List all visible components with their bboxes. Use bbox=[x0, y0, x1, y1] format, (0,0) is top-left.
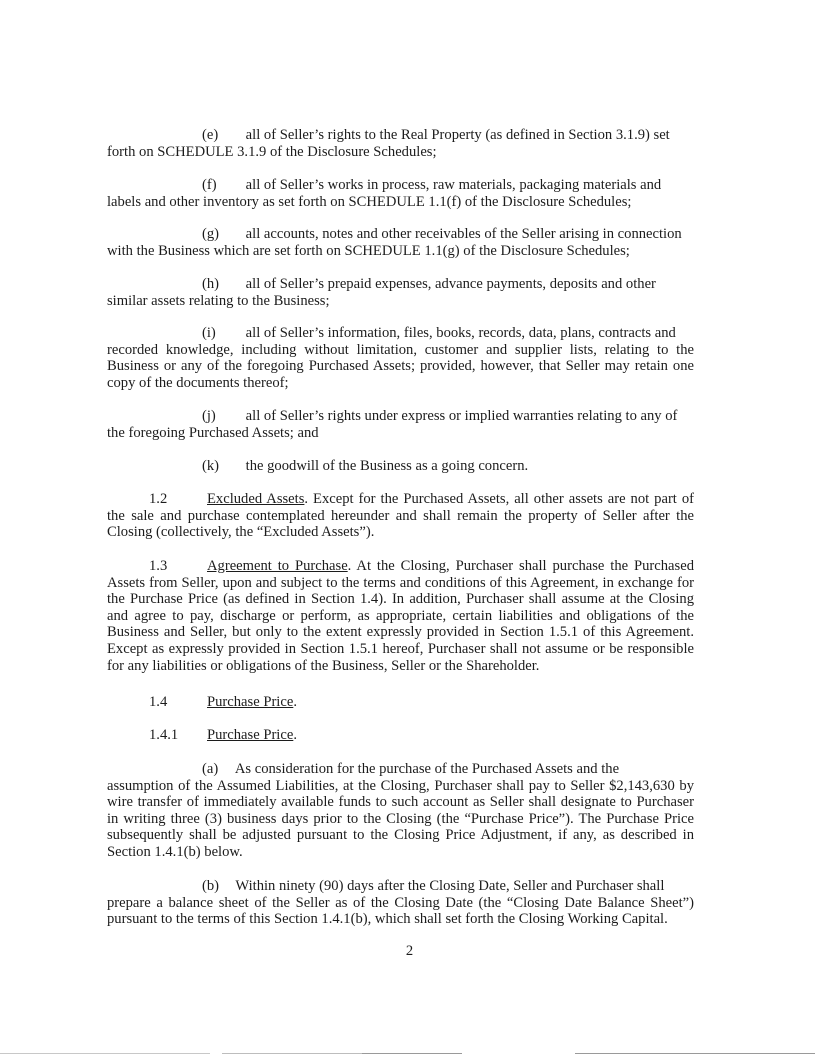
scan-artifact-line bbox=[575, 1053, 815, 1054]
paragraph-b bbox=[107, 878, 694, 928]
item-label: (j) bbox=[202, 408, 216, 424]
item-label: (f) bbox=[202, 177, 217, 193]
section-number: 1.3 bbox=[149, 558, 168, 574]
item-text-first: the goodwill of the Business as a going concern. bbox=[245, 458, 529, 474]
scan-artifact-line bbox=[0, 1053, 210, 1054]
item-text-first: all of Seller’s rights under express or implied warranties relating to any of bbox=[245, 408, 678, 424]
section-1-3 bbox=[107, 558, 694, 674]
section-heading: Purchase Price bbox=[207, 694, 294, 710]
list-item-f bbox=[107, 177, 694, 210]
section-number: 1.4.1 bbox=[149, 727, 179, 743]
list-item-g bbox=[107, 226, 694, 259]
section-heading: Excluded Assets bbox=[207, 491, 305, 507]
item-label: (e) bbox=[202, 127, 219, 143]
item-text-rest: forth on SCHEDULE 3.1.9 of the Disclosure Schedules; bbox=[107, 143, 437, 160]
section-number: 1.2 bbox=[149, 491, 168, 507]
item-text-first: all of Seller’s works in process, raw materials, packaging materials and bbox=[245, 177, 662, 193]
item-label: (k) bbox=[202, 458, 220, 474]
paragraph-a bbox=[107, 761, 694, 861]
item-text-rest: labels and other inventory as set forth on SCHEDULE 1.1(f) of the Disclosure Schedules; bbox=[107, 193, 632, 210]
section-heading: Agreement to Purchase bbox=[207, 558, 348, 574]
section-1-4 bbox=[107, 694, 694, 711]
scan-artifact-line bbox=[362, 1053, 462, 1054]
item-text-rest: prepare a balance sheet of the Seller as of the Closing Date (the “Closing Date Balance Sheet”) pursuant to the terms of this Section 1.4.1(b), which shall set forth the Closing Working Capital. bbox=[107, 894, 694, 928]
item-text-rest: assumption of the Assumed Liabilities, at the Closing, Purchaser shall pay to Seller $2,143,630 by wire transfer of immediately available funds to such account as Seller shall designate to Purchaser in writing three (3) business days prior to the Closing (the “Purchase Price”). The Purchase Price subsequently shall be adjusted pursuant to the Closing Price Adjustment, if any, as described in Section 1.4.1(b) below. bbox=[107, 777, 694, 860]
item-text-rest: the foregoing Purchased Assets; and bbox=[107, 424, 319, 441]
section-number: 1.4 bbox=[149, 694, 168, 710]
item-text-first: As consideration for the purchase of the Purchased Assets and the bbox=[234, 761, 620, 777]
list-item-e bbox=[107, 127, 694, 160]
item-text-rest: with the Business which are set forth on SCHEDULE 1.1(g) of the Disclosure Schedules; bbox=[107, 242, 630, 259]
section-heading: Purchase Price bbox=[207, 727, 294, 743]
page-number: 2 bbox=[405, 943, 414, 959]
item-text-first: Within ninety (90) days after the Closing Date, Seller and Purchaser shall bbox=[235, 878, 665, 894]
item-label: (a) bbox=[202, 761, 219, 777]
item-text-first: all of Seller’s information, files, books, records, data, plans, contracts and bbox=[245, 325, 676, 341]
item-text-first: all of Seller’s prepaid expenses, advance payments, deposits and other bbox=[245, 276, 656, 292]
list-item-k bbox=[107, 458, 694, 475]
section-body: . Except for the Purchased Assets, all other assets are not part of the sale and purchase contemplated hereunder and shall remain the property of Seller after the Closing (collectively, the “Excluded Assets”). bbox=[107, 491, 694, 541]
section-heading-period: . bbox=[293, 694, 297, 710]
item-label: (g) bbox=[202, 226, 220, 242]
section-heading-period: . bbox=[293, 727, 297, 743]
item-label: (i) bbox=[202, 325, 216, 341]
item-label: (h) bbox=[202, 276, 220, 292]
list-item-h bbox=[107, 276, 694, 309]
section-1-2 bbox=[107, 491, 694, 541]
list-item-j bbox=[107, 408, 694, 441]
item-label: (b) bbox=[202, 878, 220, 894]
item-text-first: all accounts, notes and other receivables of the Seller arising in connection bbox=[245, 226, 682, 242]
item-text-rest: recorded knowledge, including without limitation, customer and supplier lists, relating to the Business or any of the foregoing Purchased Assets; provided, however, that Seller may retain one copy of the documents thereof; bbox=[107, 341, 694, 391]
item-text-first: all of Seller’s rights to the Real Property (as defined in Section 3.1.9) set bbox=[245, 127, 670, 143]
item-text-rest: similar assets relating to the Business; bbox=[107, 292, 330, 309]
section-1-4-1 bbox=[107, 727, 694, 744]
list-item-i bbox=[107, 325, 694, 391]
section-body: . At the Closing, Purchaser shall purchase the Purchased Assets from Seller, upon and subject to the terms and conditions of this Agreement, in exchange for the Purchase Price (as defined in Section 1.4). In addition, Purchaser shall assume at the Closing and agree to pay, discharge or perform, as appropriate, certain liabilities and obligations of the Business and Seller, but only to the extent expressly provided in Section 1.5.1 of this Agreement. Except as expressly provided in Section 1.5.1 hereof, Purchaser shall not assume or be responsible for any liabilities or obligations of the Business, Seller or the Shareholder. bbox=[107, 558, 694, 674]
